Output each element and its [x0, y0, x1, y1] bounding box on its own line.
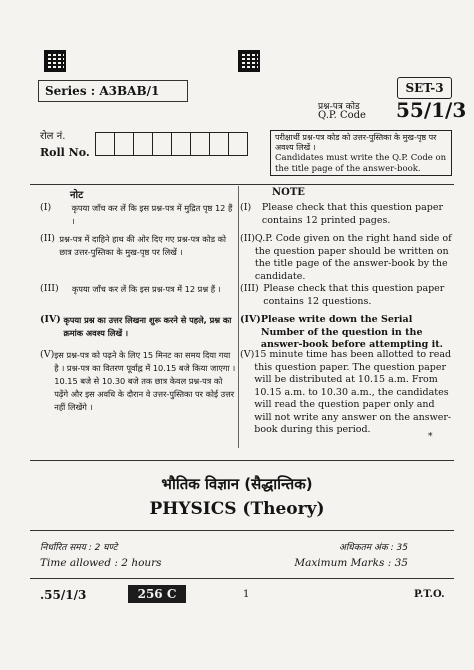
- note-text: कृपया जाँच कर लें कि इस प्रश्न-पत्र में 12 प्रश्न हैं ।: [72, 284, 221, 294]
- roll-digit-box[interactable]: [152, 132, 172, 156]
- note-heading: NOTE: [272, 187, 305, 198]
- pto-label: P.T.O.: [414, 589, 445, 600]
- column-divider: [238, 186, 239, 448]
- roll-digit-box[interactable]: [190, 132, 210, 156]
- divider-top: [30, 184, 454, 185]
- time-allowed: Time allowed : 2 hours: [40, 557, 162, 569]
- max-marks: Maximum Marks : 35: [294, 557, 408, 569]
- series-label: Series : A3BAB/1: [38, 80, 188, 102]
- note-item-hindi: [40, 314, 236, 340]
- roll-label: Roll No.: [40, 146, 90, 159]
- qp-code-label: Q.P. Code: [318, 110, 366, 121]
- note-item: [240, 314, 452, 352]
- divider-middle: [30, 460, 454, 461]
- set-badge: SET-3: [397, 77, 452, 99]
- note-number: (III): [40, 283, 59, 294]
- divider-lower: [30, 530, 454, 531]
- time-allowed-hindi: निर्धारित समय : 2 घण्टे: [40, 543, 118, 553]
- note-number: (II): [40, 233, 55, 244]
- note-text: Q.P. Code given on the right hand side of the question paper should be written on the title page of the answer-book by the candidate.: [254, 233, 452, 282]
- note-text: Please check that this question paper contains 12 printed pages.: [261, 202, 443, 226]
- note-item-hindi: [40, 202, 236, 228]
- note-item-hindi: [40, 283, 236, 296]
- note-text: कृपया जाँच कर लें कि इस प्रश्न-पत्र में मुद्रित पृष्ठ 12 हैं ।: [71, 203, 233, 226]
- page-number: 1: [243, 589, 250, 600]
- subject-title-hindi: भौतिक विज्ञान (सैद्धान्तिक): [161, 475, 313, 493]
- divider-footer: [30, 578, 454, 579]
- footer-code: .55/1/3: [40, 588, 87, 602]
- note-heading-hindi: नोट: [70, 190, 84, 201]
- candidate-note-hindi: परीक्षार्थी प्रश्न-पत्र कोड को उत्तर-पुस्तिका के मुख-पृष्ठ पर अवश्य लिखें ।: [275, 133, 437, 152]
- note-text: कृपया प्रश्न का उत्तर लिखना शुरू करने से पहले, प्रश्न का क्रमांक अवश्य लिखें ।: [63, 315, 232, 338]
- roll-number-boxes[interactable]: [96, 132, 248, 156]
- qr-code-left: [44, 50, 66, 72]
- candidate-note-english: Candidates must write the Q.P. Code on the title page of the answer-book.: [275, 153, 447, 174]
- qp-code-value: 55/1/3: [396, 98, 467, 122]
- note-number: (III): [240, 283, 259, 294]
- roll-digit-box[interactable]: [133, 132, 153, 156]
- note-item: [240, 233, 452, 283]
- roll-digit-box[interactable]: [95, 132, 115, 156]
- note-text: Please check that this question paper contains 12 questions.: [263, 283, 445, 307]
- note-number: (V): [40, 349, 55, 360]
- note-item: [240, 283, 452, 308]
- max-marks-hindi: अधिकतम अंक : 35: [338, 543, 408, 553]
- note-number: (II): [240, 233, 255, 244]
- roll-label-hindi: रोल नं.: [40, 131, 66, 142]
- note-item-hindi: [40, 349, 236, 414]
- subject-title: PHYSICS (Theory): [149, 499, 325, 519]
- note-number: (I): [40, 202, 52, 213]
- qp-code-label-hindi: प्रश्न-पत्र कोड: [318, 102, 360, 112]
- note-number: (IV): [240, 314, 261, 325]
- note-text: Please write down the Serial Number of the question in the answer-book before attempting it.: [260, 314, 443, 350]
- note-text: 15 minute time has been allotted to read this question paper. The question paper will be distributed at 10.15 a.m. From 10.15 a.m. to 10.30 a.m., the candidates will read the question paper only and will not write any answer on the answer-book during this period.: [254, 349, 452, 435]
- asterisk-mark: *: [428, 432, 433, 442]
- roll-digit-box[interactable]: [171, 132, 191, 156]
- candidate-note-box: [270, 130, 452, 176]
- note-item: [240, 349, 452, 437]
- roll-digit-box[interactable]: [114, 132, 134, 156]
- note-item: [240, 202, 452, 227]
- note-text: इस प्रश्न-पत्र को पढ़ने के लिए 15 मिनट का समय दिया गया है । प्रश्न-पत्र का वितरण पूर्वाह्न में 10.15 बजे किया जाएगा । 10.15 बजे से 10.30 बजे तक छात्र केवल प्रश्न-पत्र को पढ़ेंगे और इस अवधि के दौरान वे उत्तर-पुस्तिका पर कोई उत्तर नहीं लिखेंगे ।: [54, 350, 236, 412]
- footer-badge: 256 C: [128, 585, 186, 603]
- roll-digit-box[interactable]: [209, 132, 229, 156]
- qr-code-right: [238, 50, 260, 72]
- roll-digit-box[interactable]: [228, 132, 248, 156]
- note-number: (IV): [40, 314, 61, 325]
- note-number: (V): [240, 349, 255, 360]
- note-text: प्रश्न-पत्र में दाहिने हाथ की ओर दिए गए प्रश्न-पत्र कोड को छात्र उत्तर-पुस्तिका के मुख-पृष्ठ पर लिखें ।: [59, 234, 227, 257]
- note-item-hindi: [40, 233, 236, 259]
- note-number: (I): [240, 202, 252, 213]
